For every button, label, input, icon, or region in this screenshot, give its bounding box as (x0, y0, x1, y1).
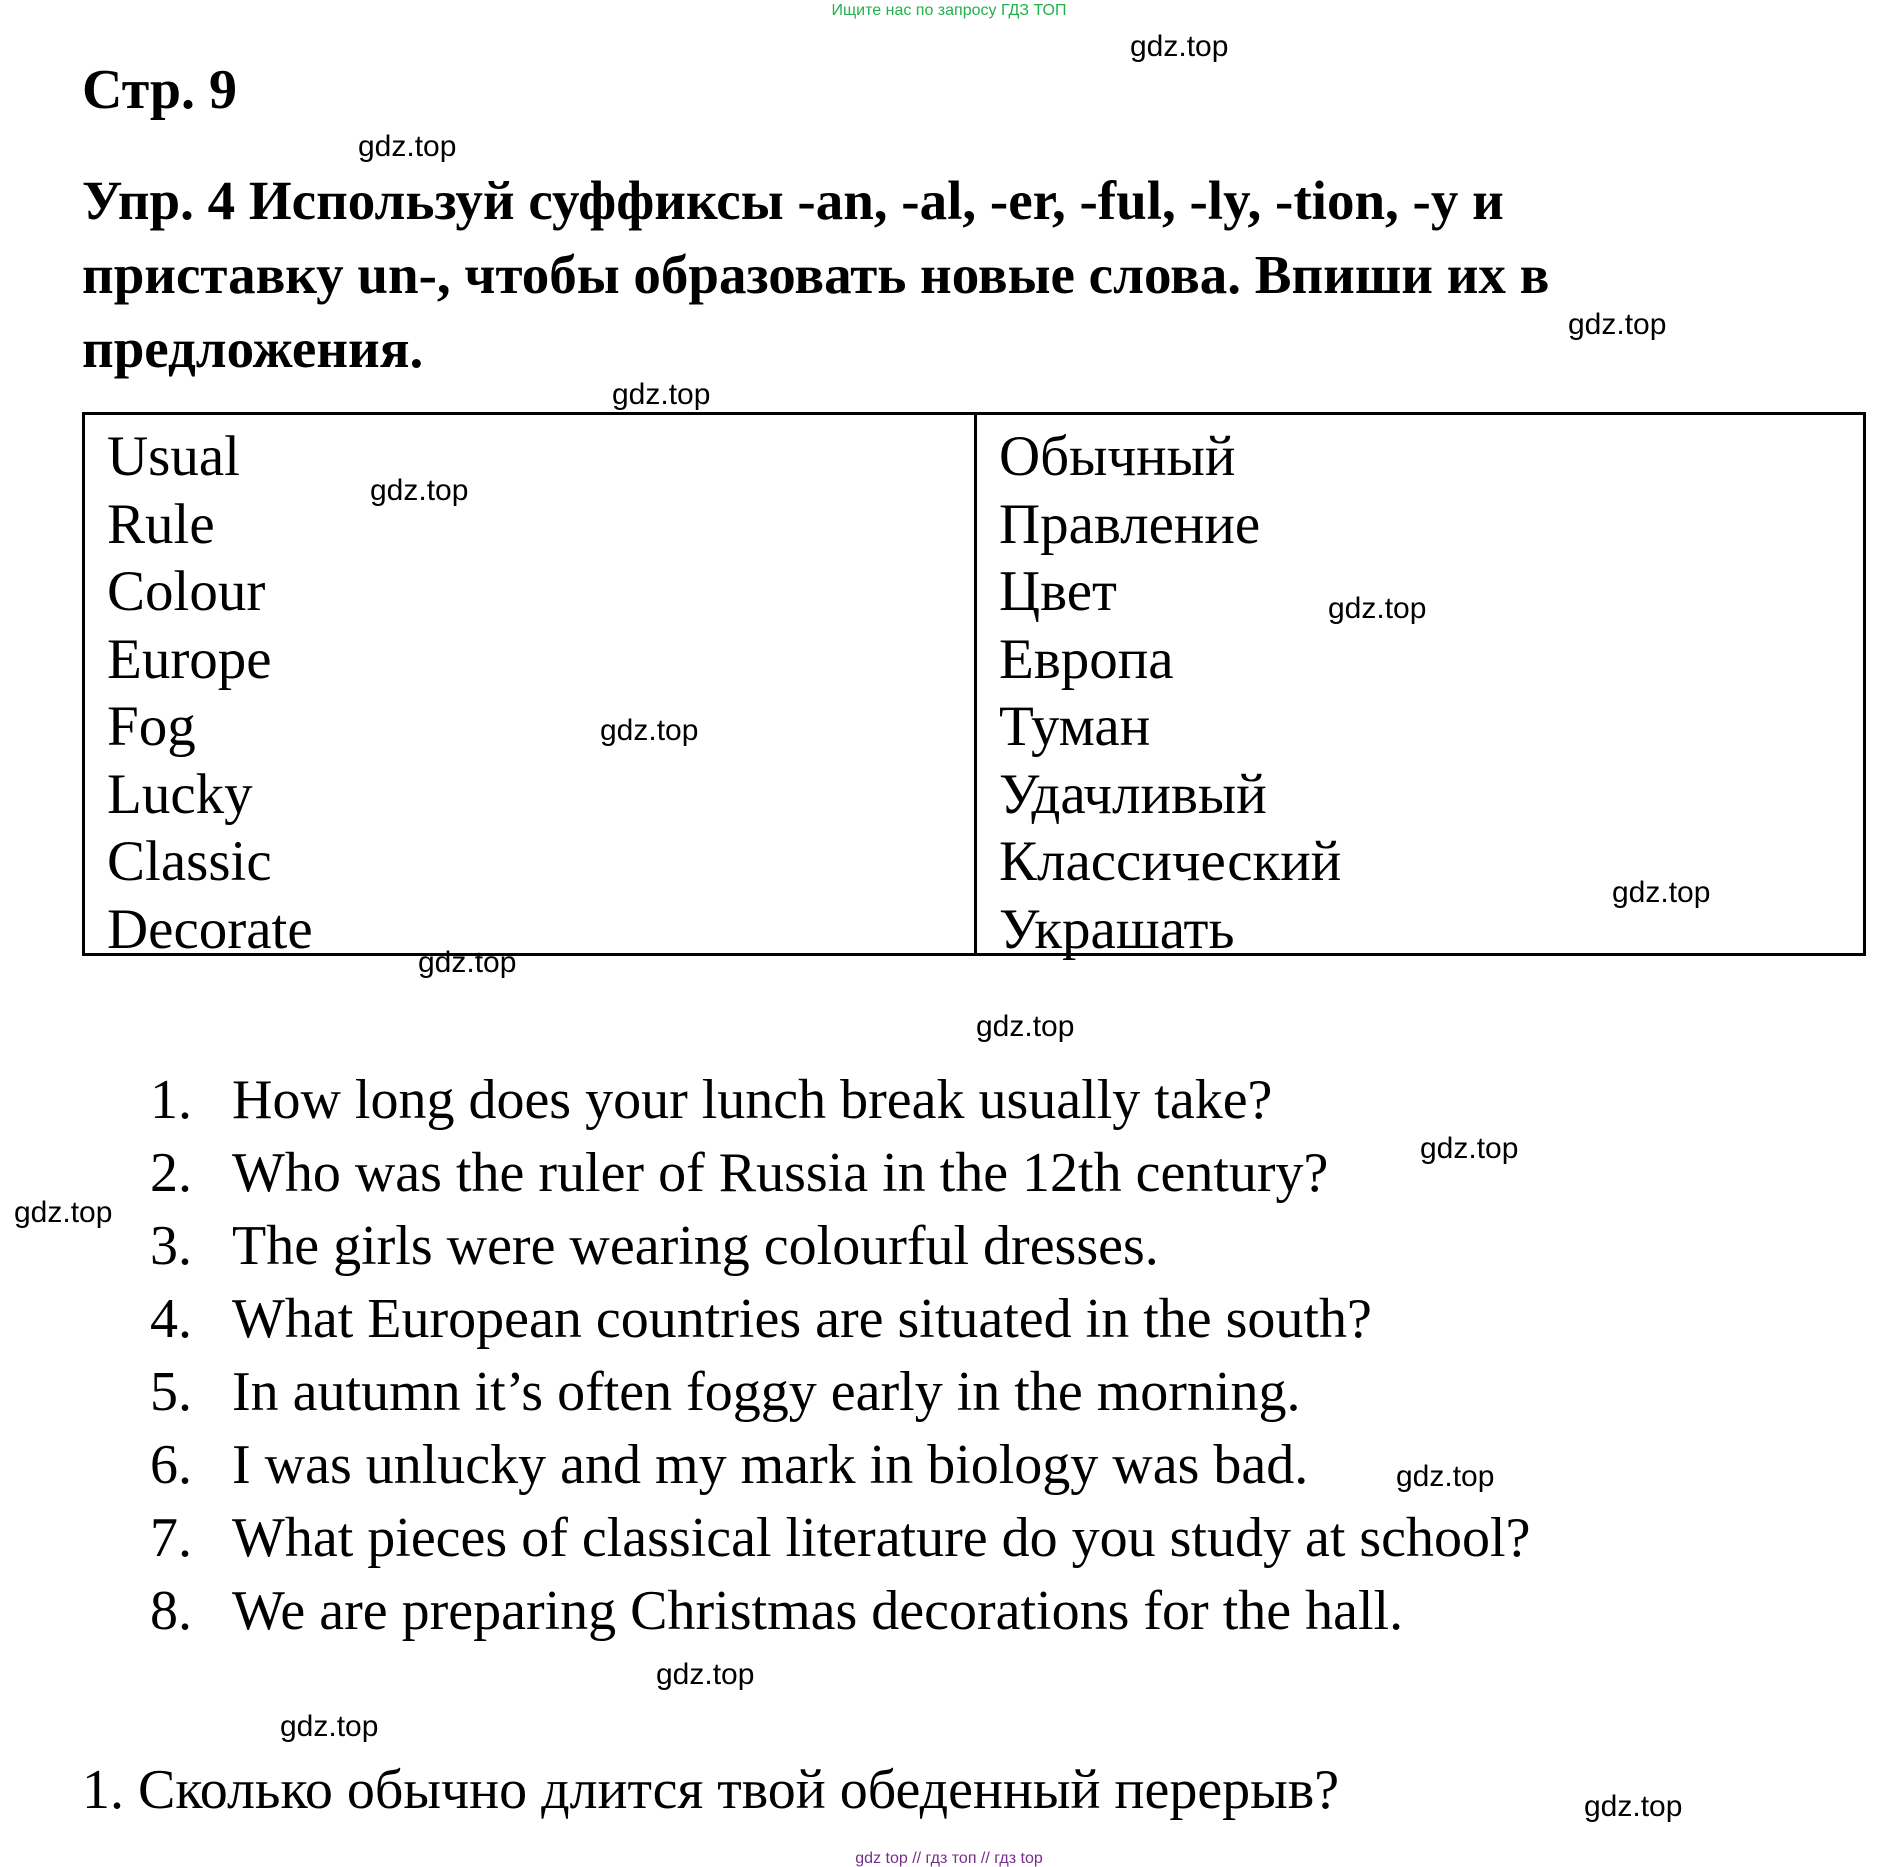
english-word: Colour (107, 560, 266, 623)
watermark: gdz.top (1420, 1132, 1519, 1165)
russian-word: Классический (999, 830, 1342, 893)
answer-list (150, 1064, 1530, 1648)
answer-item (150, 1429, 1530, 1502)
answer-item (150, 1575, 1530, 1648)
answer-text: We are preparing Christmas decorations for the hall. (232, 1580, 1404, 1642)
english-column (85, 415, 977, 961)
answer-text: What European countries are situated in the south? (232, 1288, 1372, 1350)
russian-word: Цвет (999, 560, 1117, 623)
answer-text: I was unlucky and my mark in biology was bad. (232, 1434, 1309, 1496)
answer-item (150, 1137, 1530, 1210)
exercise-instruction: Упр. 4 Используй суффиксы -an, -al, -er, -ful, -ly, -tion, -y и приставку un-, чтобы образовать новые слова. Впиши их в предложения. (82, 170, 1550, 379)
answer-number: 6. (150, 1434, 192, 1496)
russian-word: Европа (999, 627, 1174, 691)
watermark: gdz.top (976, 1010, 1075, 1043)
watermark: gdz.top (370, 474, 469, 507)
answer-number: 3. (150, 1215, 192, 1277)
answer-number: 5. (150, 1361, 192, 1423)
russian-column (977, 415, 1863, 961)
english-word: Fog (107, 695, 196, 758)
answer-text: Who was the ruler of Russia in the 12th century? (232, 1142, 1329, 1204)
watermark: gdz.top (1328, 592, 1427, 625)
answer-item (150, 1502, 1530, 1575)
answer-text: In autumn it’s often foggy early in the morning. (232, 1361, 1301, 1423)
watermark: gdz.top (1584, 1790, 1683, 1823)
answer-number: 7. (150, 1507, 192, 1569)
watermark: gdz.top (600, 714, 699, 747)
watermark: gdz.top (358, 130, 457, 163)
answer-item (150, 1064, 1530, 1137)
answer-text: What pieces of classical literature do you study at school? (232, 1507, 1531, 1569)
watermark: gdz.top (1612, 876, 1711, 909)
watermark: gdz.top (656, 1658, 755, 1691)
russian-word: Обычный (999, 425, 1236, 488)
footer: gdz top // гдз топ // гдз top (855, 1850, 1043, 1867)
answer-item (150, 1356, 1530, 1429)
english-word: Decorate (107, 897, 313, 961)
russian-word: Удачливый (999, 762, 1267, 826)
watermark: gdz.top (1568, 308, 1667, 341)
page-label: Стр. 9 (82, 59, 238, 121)
answer-number: 2. (150, 1142, 192, 1204)
answer-text: How long does your lunch break usually take? (232, 1069, 1273, 1131)
watermark: gdz.top (1396, 1460, 1495, 1493)
answer-text: The girls were wearing colourful dresses. (232, 1215, 1159, 1277)
answer-number: 8. (150, 1580, 192, 1642)
russian-word: Правление (999, 492, 1261, 556)
english-word: Lucky (107, 762, 253, 826)
english-word: Usual (107, 425, 240, 488)
watermark: gdz.top (612, 378, 711, 411)
answer-item (150, 1283, 1530, 1356)
watermark: gdz.top (14, 1196, 113, 1229)
russian-word: Украшать (999, 897, 1235, 961)
watermark: gdz.top (418, 946, 517, 979)
answer-number: 1. (150, 1069, 192, 1131)
answer-item (150, 1210, 1530, 1283)
watermark: gdz.top (1130, 30, 1229, 63)
answer-number: 4. (150, 1288, 192, 1350)
vocabulary-table (82, 412, 1866, 961)
top-banner: Ищите нас по запросу ГДЗ ТОП (831, 2, 1067, 19)
english-word: Rule (107, 492, 215, 556)
watermark: gdz.top (280, 1710, 379, 1743)
english-word: Europe (107, 627, 272, 691)
russian-word: Туман (999, 695, 1151, 758)
translation-line: 1. Сколько обычно длится твой обеденный перерыв? (82, 1759, 1340, 1821)
english-word: Classic (107, 830, 272, 893)
